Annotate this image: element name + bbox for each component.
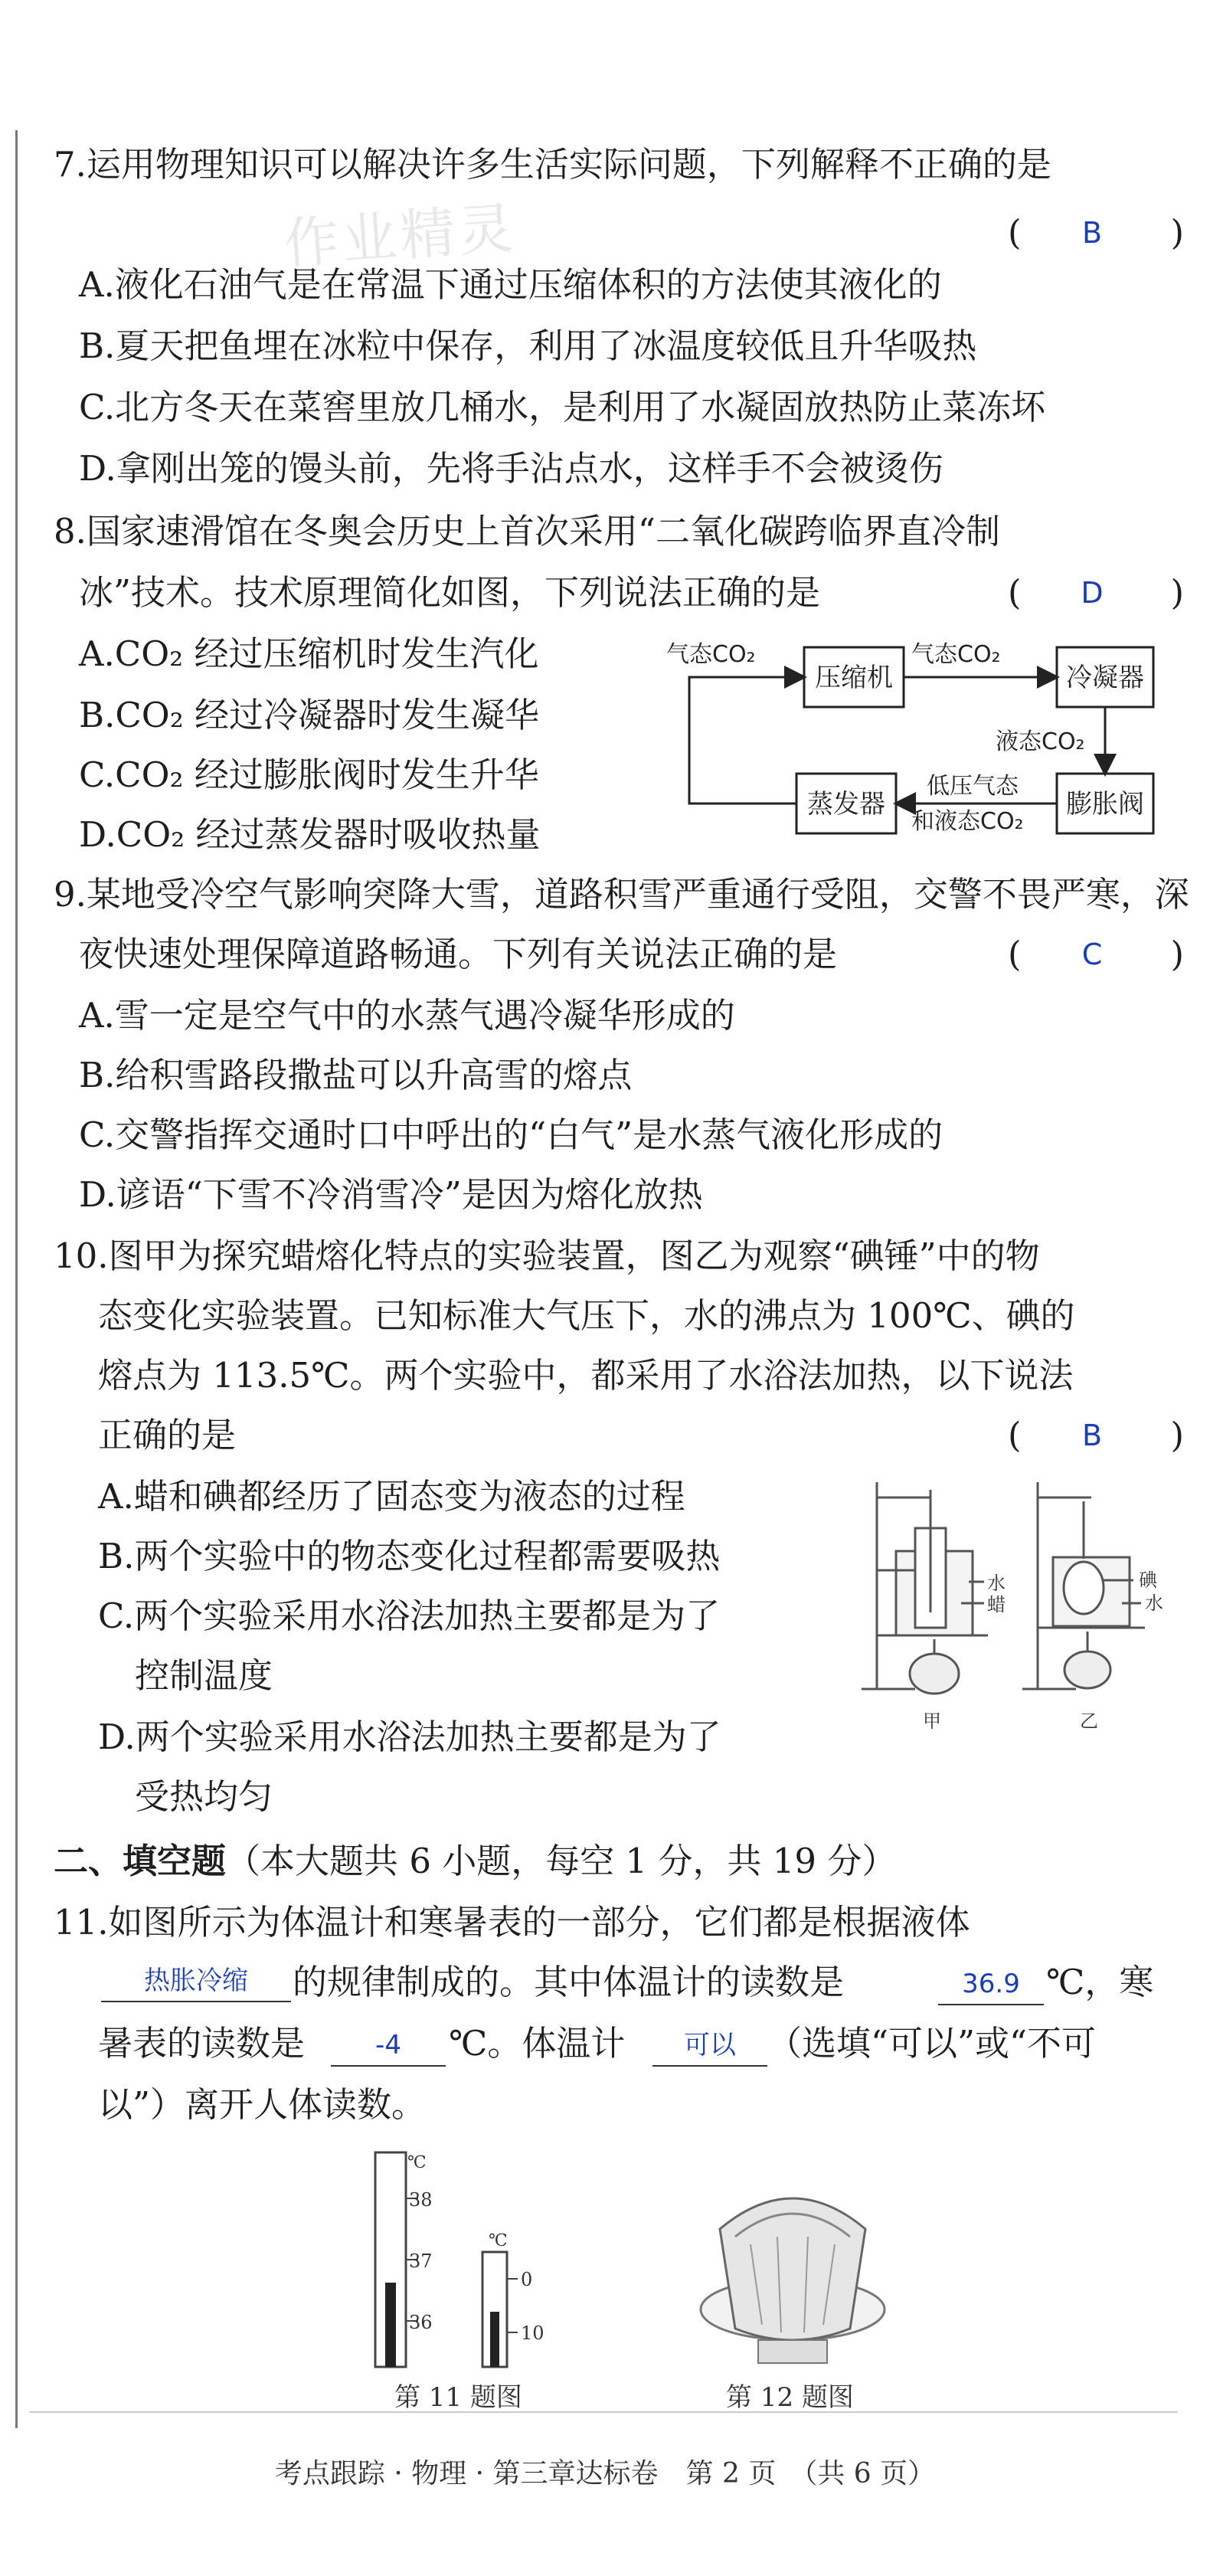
q7-option-c: C.北方冬天在菜窖里放几桶水，是利用了水凝固放热防止菜冻坏 — [79, 387, 1046, 427]
room-unit: ℃ — [489, 2231, 508, 2250]
label-lowp-1: 低压气态 — [927, 773, 1019, 800]
q10-stem-2: 态变化实验装置。已知标准大气压下，水的沸点为 100℃、碘的 — [98, 1295, 1075, 1336]
q8-option-c: C.CO₂ 经过膨胀阀时发生升华 — [79, 754, 539, 795]
footer-rule — [29, 2411, 1178, 2413]
q9-answer: C — [1081, 938, 1103, 971]
q11-line-2a: 的规律制成的。其中体温计的读数是 — [293, 1962, 845, 2002]
label-wax: 蜡 — [987, 1594, 1006, 1615]
label-lowp-2: 和液态CO₂ — [911, 808, 1024, 835]
condenser-label: 冷凝器 — [1066, 663, 1144, 693]
q7-option-b: B.夏天把鱼埋在冰粒中保存，利用了冰温度较低且升华吸热 — [79, 326, 977, 366]
q8-stem-2: 冰”技术。技术原理简化如图，下列说法正确的是 — [79, 572, 821, 613]
label-water-yi: 水 — [1145, 1592, 1163, 1614]
q9-option-b: B.给积雪路段撒盐可以升高雪的熔点 — [79, 1055, 633, 1095]
q11-blank-2: 36.9 — [938, 1964, 1044, 2005]
caption-q12: 第 12 题图 — [726, 2382, 854, 2413]
tick-10: 10 — [521, 2322, 544, 2344]
co2-flow-diagram — [666, 628, 1156, 850]
watermark: 作业精灵 — [281, 195, 518, 277]
q9-option-a: A.雪一定是空气中的水蒸气遇冷凝华形成的 — [79, 995, 735, 1036]
section2-title: 二、填空题 — [54, 1841, 227, 1881]
apparatus-yi — [1022, 1482, 1145, 1689]
label-gas-left: 气态CO₂ — [666, 641, 756, 668]
label-iodine: 碘 — [1139, 1569, 1157, 1591]
q11-line-1: 11.如图所示为体温计和寒暑表的一部分，它们都是根据液体 — [54, 1902, 970, 1943]
q11-thermometers-figure — [360, 2145, 574, 2375]
page-footer: 考点跟踪 · 物理 · 第三章达标卷 第 2 页 （共 6 页） — [274, 2458, 936, 2489]
q10-stem-3: 熔点为 113.5℃。两个实验中，都采用了水浴法加热，以下说法 — [98, 1355, 1074, 1396]
q11-line-2b: ℃，寒 — [1046, 1962, 1154, 2002]
q11-line-3c: （选填“可以”或“不可 — [767, 2023, 1097, 2064]
label-liquid: 液态CO₂ — [996, 728, 1085, 755]
section2-note: （本大题共 6 小题，每空 1 分，共 19 分） — [226, 1841, 897, 1881]
q9-option-c: C.交警指挥交通时口中呼出的“白气”是水蒸气液化形成的 — [79, 1115, 943, 1155]
q10-stem-1: 10.图甲为探究蜡熔化特点的实验装置，图乙为观察“碘锤”中的物 — [54, 1236, 1040, 1276]
tick-0: 0 — [521, 2269, 533, 2290]
tick-38: 38 — [409, 2189, 433, 2211]
q10-option-c-1: C.两个实验采用水浴法加热主要都是为了 — [98, 1596, 721, 1636]
q12-basket-figure — [693, 2152, 892, 2375]
q11-line-3a: 暑表的读数是 — [98, 2023, 306, 2064]
label-water-jia: 水 — [987, 1573, 1006, 1594]
q7-option-a: A.液化石油气是在常温下通过压缩体积的方法使其液化的 — [79, 264, 942, 305]
apparatus-jia — [862, 1482, 988, 1694]
label-jia: 甲 — [923, 1710, 941, 1732]
caption-q11: 第 11 题图 — [394, 2382, 522, 2413]
q10-answer: B — [1081, 1419, 1103, 1452]
q9-stem-2: 夜快速处理保障道路畅通。下列有关说法正确的是 — [79, 934, 838, 974]
section2-heading — [54, 1837, 1210, 1886]
q10-option-d-2: 受热均匀 — [135, 1776, 273, 1817]
room-thermometer — [482, 2252, 518, 2367]
arrow-evaporator-compressor — [689, 677, 803, 804]
expansion-valve-label: 膨胀阀 — [1066, 789, 1144, 820]
q8-answer: D — [1081, 576, 1104, 610]
q7-answer: B — [1081, 216, 1103, 250]
q7-option-d: D.拿刚出笼的馒头前，先将手沾点水，这样手不会被烫伤 — [79, 448, 943, 489]
compressor-label: 压缩机 — [815, 663, 893, 693]
q11-line-4: 以”）离开人体读数。 — [98, 2084, 427, 2125]
q7-stem: 7.运用物理知识可以解决许多生活实际问题，下列解释不正确的是 — [54, 144, 1051, 185]
q10-option-b: B.两个实验中的物态变化过程都需要吸热 — [98, 1536, 721, 1576]
q10-option-c-2: 控制温度 — [135, 1655, 273, 1696]
q8-option-b: B.CO₂ 经过冷凝器时发生凝华 — [79, 695, 540, 735]
q11-blank-3: -4 — [331, 2025, 446, 2067]
tick-37: 37 — [409, 2250, 433, 2272]
label-yi: 乙 — [1080, 1710, 1098, 1732]
q11-blank-1: 热胀冷缩 — [101, 1961, 291, 2002]
tick-36: 36 — [409, 2312, 433, 2333]
q8-option-a: A.CO₂ 经过压缩机时发生汽化 — [79, 633, 539, 674]
q8-stem-1: 8.国家速滑馆在冬奥会历史上首次采用“二氧化碳跨临界直冷制 — [54, 511, 1000, 552]
label-gas-top: 气态CO₂ — [911, 641, 1001, 668]
left-margin-rule — [15, 130, 18, 2428]
q10-option-d-1: D.两个实验采用水浴法加热主要都是为了 — [98, 1717, 721, 1757]
clinical-unit: ℃ — [407, 2153, 427, 2172]
q10-apparatus-figure — [846, 1475, 1176, 1739]
q9-option-d: D.谚语“下雪不冷消雪冷”是因为熔化放热 — [79, 1174, 703, 1215]
evaporator-label: 蒸发器 — [807, 789, 885, 820]
q8-option-d: D.CO₂ 经过蒸发器时吸收热量 — [79, 814, 541, 855]
q9-stem-1: 9.某地受冷空气影响突降大雪，道路积雪严重通行受阻，交警不畏严寒，深 — [54, 874, 1189, 915]
q11-line-3b: ℃。体温计 — [449, 2023, 626, 2064]
q10-option-a: A.蜡和碘都经历了固态变为液态的过程 — [98, 1476, 685, 1517]
q11-blank-4: 可以 — [652, 2025, 767, 2067]
q10-stem-4: 正确的是 — [98, 1415, 237, 1455]
